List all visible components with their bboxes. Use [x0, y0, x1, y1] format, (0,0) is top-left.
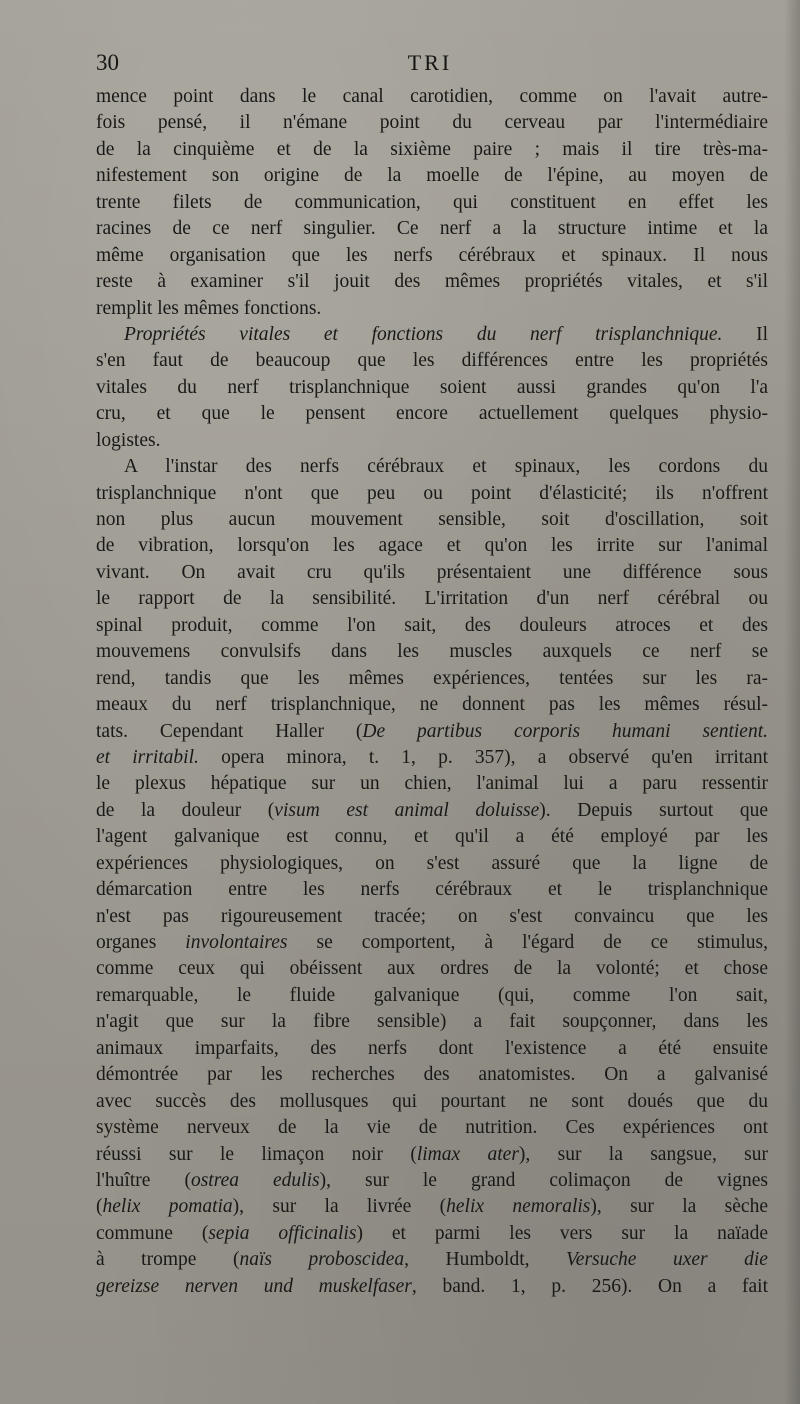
text-segment: ). Depuis surtout que	[539, 799, 768, 821]
text-line: remplit les mêmes fonctions.	[96, 297, 322, 319]
text-segment: se comportent, à l'égard de ce stimulus,	[287, 932, 768, 953]
text-segment: ) et parmi les vers sur la naïade	[356, 1222, 768, 1244]
text-line: n'est pas rigoureusement tracée; on s'est convaincu que les	[96, 905, 768, 927]
text-line: comme ceux qui obéissent aux ordres de la volonté; et chose	[96, 958, 768, 980]
text-line: spinal produit, comme l'on sait, des douleurs atroces et des	[96, 614, 768, 636]
text-line: démontrée par les recherches des anatomistes. On a galvanisé	[96, 1064, 768, 1086]
text-line	[96, 1274, 768, 1300]
italic-text: limax ater	[416, 1143, 519, 1165]
text-line: remarquable, le fluide galvanique (qui, comme l'on sait,	[96, 984, 768, 1006]
text-segment: commune (	[96, 1222, 209, 1244]
italic-text: visum est animal doluisse	[274, 799, 540, 821]
text-segment: réussi sur le limaçon noir (	[96, 1143, 417, 1165]
text-segment: , band. 1, p. 256). On a fait	[411, 1275, 768, 1297]
text-line: s'en faut de beaucoup que les différences entre les propriétés	[96, 350, 768, 372]
italic-text: gereizse nerven und muskelfaser	[96, 1275, 412, 1297]
text-line: rend, tandis que les mêmes expériences, tentées sur les ra-	[96, 667, 768, 689]
text-line: trente filets de communication, qui constituent en effet les	[96, 191, 768, 213]
page-edge-shadow	[784, 0, 800, 1404]
text-line: vitales du nerf trisplanchnique soient aussi grandes qu'on l'a	[96, 376, 768, 398]
text-segment: ), sur la sangsue, sur	[518, 1143, 768, 1165]
text-line: système nerveux de la vie de nutrition. Ces expériences ont	[96, 1117, 768, 1139]
text-segment: à trompe (	[96, 1249, 240, 1271]
text-segment: ), sur le grand colimaçon de vignes	[319, 1169, 768, 1191]
italic-text: ostrea edulis	[190, 1169, 320, 1191]
text-line	[96, 1194, 768, 1220]
italic-text: Versuche uxer die	[566, 1249, 768, 1271]
text-line: trisplanchnique n'ont que peu ou point d'élasticité; ils n'offrent	[96, 482, 768, 504]
text-line	[96, 798, 768, 824]
text-line: le rapport de la sensibilité. L'irritation d'un nerf cérébral ou	[96, 588, 768, 610]
text-segment: , Humboldt,	[404, 1249, 567, 1271]
text-segment: l'huître (	[96, 1169, 191, 1191]
text-line: vivant. On avait cru qu'ils présentaient une différence sous	[96, 561, 768, 583]
text-line: l'agent galvanique est connu, et qu'il a été employé par les	[96, 826, 768, 848]
text-segment: tats. Cependant Haller (	[96, 720, 363, 742]
text-line: fois pensé, il n'émane point du cerveau par l'intermédiaire	[96, 112, 768, 134]
text-line: même organisation que les nerfs cérébraux et spinaux. Il nous	[96, 244, 768, 266]
text-segment: ), sur la sèche	[590, 1196, 768, 1218]
text-line	[96, 719, 768, 745]
text-line: nifestement son origine de la moelle de l'épine, au moyen de	[96, 165, 768, 187]
text-line	[96, 1221, 768, 1247]
text-line: avec succès des mollusques qui pourtant ne sont doués que du	[96, 1090, 768, 1112]
italic-text: Propriétés vitales et fonctions du nerf trisplanchnique.	[124, 323, 723, 345]
italic-text: naïs proboscidea	[239, 1249, 405, 1271]
text-line: animaux imparfaits, des nerfs dont l'existence a été ensuite	[96, 1037, 768, 1059]
italic-text: sepia officinalis	[208, 1222, 357, 1244]
text-line	[96, 1168, 768, 1194]
text-line	[96, 322, 768, 348]
text-line: de la cinquième et de la sixième paire ; mais il tire très-ma-	[96, 138, 768, 160]
text-line: racines de ce nerf singulier. Ce nerf a la structure intime et la	[96, 218, 768, 240]
italic-text: helix nemoralis	[446, 1196, 591, 1218]
text-segment: opera minora, t. 1, p. 357), a observé qu'en irritant	[198, 746, 768, 768]
text-line: A l'instar des nerfs cérébraux et spinaux, les cordons du	[124, 456, 768, 478]
text-line: mence point dans le canal carotidien, comme on l'avait autre-	[96, 86, 768, 107]
text-line: non plus aucun mouvement sensible, soit d'oscillation, soit	[96, 509, 768, 530]
text-line: démarcation entre les nerfs cérébraux et le trisplanchnique	[96, 879, 768, 901]
italic-text: involontaires	[185, 932, 288, 953]
running-head: TRI	[407, 50, 453, 75]
text-line: expériences physiologiques, on s'est assuré que la ligne de	[96, 852, 768, 874]
text-line: cru, et que le pensent encore actuellement quelques physio-	[96, 403, 768, 425]
body-text	[96, 84, 768, 1300]
text-segment: Il	[722, 323, 768, 345]
text-line	[96, 1142, 768, 1168]
italic-text: De partibus corporis humani sentient.	[362, 720, 768, 742]
text-segment: (	[96, 1196, 103, 1218]
page-header	[96, 50, 764, 80]
text-line: meaux du nerf trisplanchnique, ne donnent pas les mêmes résul-	[96, 694, 768, 716]
text-segment: de la douleur (	[96, 799, 275, 821]
text-line	[96, 930, 768, 956]
text-line	[96, 745, 768, 771]
italic-text: helix pomatia	[102, 1196, 233, 1218]
text-segment: organes	[96, 932, 186, 953]
text-line: de vibration, lorsqu'on les agace et qu'on les irrite sur l'animal	[96, 535, 768, 557]
text-line: le plexus hépatique sur un chien, l'animal lui a paru ressentir	[96, 773, 768, 795]
italic-text: et irritabil.	[96, 746, 199, 768]
text-line	[96, 1247, 768, 1273]
text-line: mouvemens convulsifs dans les muscles auxquels ce nerf se	[96, 641, 768, 663]
text-line: logistes.	[96, 429, 161, 451]
text-line: reste à examiner s'il jouit des mêmes propriétés vitales, et s'il	[96, 271, 768, 293]
page-number: 30	[96, 50, 119, 75]
text-segment: ), sur la livrée (	[232, 1196, 447, 1218]
text-line: n'agit que sur la fibre sensible) a fait soupçonner, dans les	[96, 1011, 768, 1033]
